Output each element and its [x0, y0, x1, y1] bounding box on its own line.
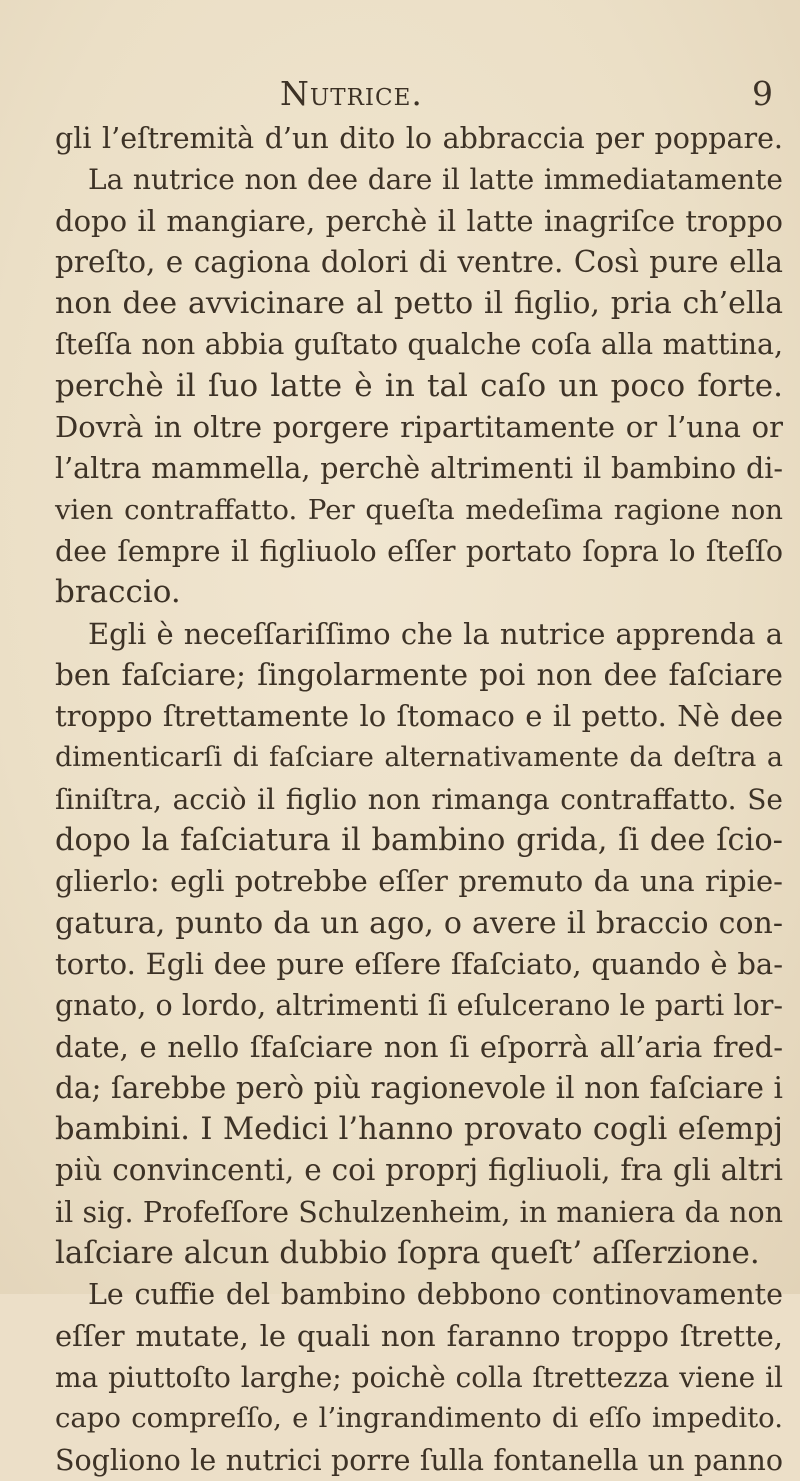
text-line: più convincenti, e coi proprj figliuoli, fra gli altri [55, 1153, 783, 1188]
running-title: Nutrice. [280, 74, 423, 113]
text-line: gnato, o lordo, altrimenti ſi eſulcerano le parti lor- [55, 989, 783, 1023]
text-line: Egli è neceſſariſſimo che la nutrice apprenda a [88, 616, 783, 651]
text-line: da; ſarebbe però più ragionevole il non faſciare i [55, 1070, 783, 1105]
text-line: La nutrice non dee dare il latte immediatamente [88, 163, 783, 197]
text-line: gli l’eſtremità d’un dito lo abbraccia per poppare. [55, 122, 783, 155]
text-line: vien contraffatto. Per queſta medeſima ragione non [55, 493, 783, 526]
text-line: ma piuttoſto larghe; poichè colla ſtrettezza viene il [55, 1360, 783, 1394]
text-line: ſteſſa non abbia guſtato qualche coſa alla mattina, [55, 328, 783, 362]
text-line: Sogliono le nutrici porre ſulla fontanella un panno [55, 1443, 783, 1477]
text-line: ben faſciare; ſingolarmente poi non dee faſciare [55, 657, 783, 692]
text-line: ſiniſtra, acciò il figlio non rimanga contraffatto. Se [55, 782, 783, 816]
text-line: eſſer mutate, le quali non faranno troppo ſtrette, [55, 1318, 783, 1353]
text-line: date, e nello ſfaſciare non ſi eſporrà all’aria fred- [55, 1029, 783, 1064]
text-body [55, 118, 783, 1481]
text-line: bambini. I Medici l’hanno provato cogli eſempj [55, 1112, 783, 1148]
page-number: 9 [752, 74, 774, 113]
text-line: dimenticarſi di faſciare alternativamente da deſtra a [55, 742, 783, 774]
text-line: Dovrà in oltre porgere ripartitamente or l’una or [55, 410, 783, 445]
text-line: braccio. [55, 574, 181, 611]
text-line: l’altra mammella, perchè altrimenti il bambino di- [55, 452, 783, 486]
text-line: gatura, punto da un ago, o avere il braccio con- [55, 905, 783, 941]
running-header [60, 68, 780, 118]
text-line: capo compreſſo, e l’ingrandimento di eſſo impedito. [55, 1402, 783, 1435]
text-line: torto. Egli dee pure eſſere ſfaſciato, quando è ba- [55, 946, 783, 981]
text-line: il sig. Profeſſore Schulzenheim, in maniera da non [55, 1195, 783, 1229]
text-line: non dee avvicinare al petto il figlio, pria ch’ella [55, 286, 783, 322]
text-line: perchè il ſuo latte è in tal caſo un poco forte. [55, 367, 783, 404]
text-line: glierlo: egli potrebbe eſſer premuto da una ripie- [55, 864, 783, 899]
text-line: Le cuffie del bambino debbono continovamente [88, 1278, 783, 1312]
text-line: troppo ſtrettamente lo ſtomaco e il petto. Nè dee [55, 699, 783, 734]
text-line: dopo il mangiare, perchè il latte inagriſce troppo [55, 203, 783, 238]
text-line: dopo la faſciatura il bambino grida, ſi dee ſcio- [55, 823, 783, 859]
text-line: dee ſempre il figliuolo eſſer portato ſopra lo ſteſſo [55, 534, 783, 568]
text-line: laſciare alcun dubbio ſopra queſt’ aſſerzione. [55, 1235, 760, 1272]
text-line: preſto, e cagiona dolori di ventre. Così pure ella [55, 244, 783, 279]
